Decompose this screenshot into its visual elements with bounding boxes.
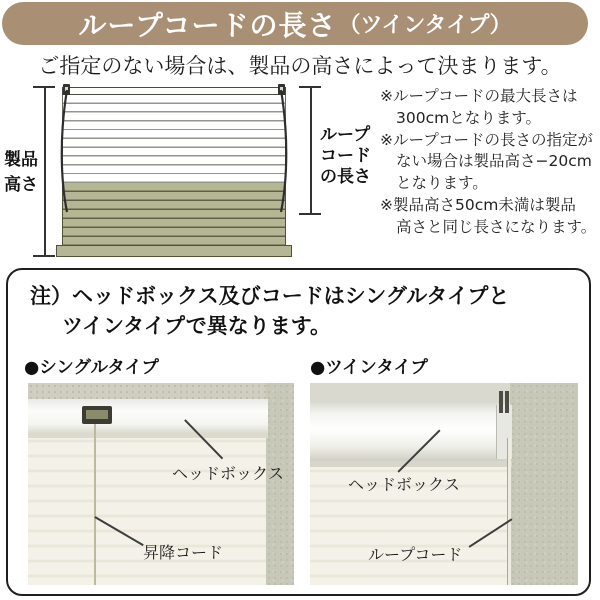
dim-tick (299, 213, 321, 215)
headbox (28, 399, 268, 433)
headbox (310, 403, 512, 461)
dim-tick (33, 86, 55, 88)
cord-lock (82, 406, 112, 424)
notes (380, 86, 598, 239)
wall-texture (510, 383, 578, 585)
dim-line-product-height (44, 86, 46, 256)
wall-texture (28, 383, 294, 399)
dim-tick (33, 255, 55, 257)
loop-cord-label: ループコード (368, 545, 463, 564)
loop-cord (507, 438, 511, 585)
note-under-50cm: ※製品高さ50cm未満は製品 高さと同じ長さになります。 (380, 195, 597, 236)
headbox-label: ヘッドボックス (348, 475, 460, 494)
note-box-heading: 注）ヘッドボックス及びコードはシングルタイプと ツインタイプで異なります。 (30, 284, 510, 338)
note-box (6, 268, 591, 596)
single-type-photo (28, 383, 294, 585)
dim-tick (299, 86, 321, 88)
page-title-variant: （ツインタイプ） (338, 13, 512, 38)
page-title: ループコードの長さ (78, 8, 337, 42)
title-bar (2, 2, 588, 45)
loop-cord-length-label: ループ コード の長さ (320, 125, 371, 187)
note-default-length: ※ループコードの長さの指定が ない場合は製品高さ−20cm となります。 (380, 130, 593, 193)
pointer-line-cord (95, 516, 144, 546)
product-height-label: 製品 高さ (4, 150, 38, 195)
single-type-title: ●シングルタイプ (24, 358, 159, 378)
lift-cord-label: 昇降コード (143, 543, 224, 562)
endcap-slot (505, 391, 509, 413)
headbox-shadow (310, 461, 512, 467)
headbox-label: ヘッドボックス (172, 464, 284, 483)
twin-type-photo (310, 383, 578, 585)
twin-type-title: ●ツインタイプ (310, 358, 428, 378)
note-max-length: ※ループコードの最大長さは 300cmとなります。 (380, 87, 578, 127)
blind-diagram (0, 82, 380, 262)
headbox-shadow (28, 433, 268, 438)
lift-cord (94, 424, 96, 585)
dim-line-loop-cord (310, 86, 312, 214)
wall-texture (266, 383, 294, 585)
pointer-line-cord (469, 518, 513, 547)
subtitle: ご指定のない場合は、製品の高さによって決まります。 (38, 54, 562, 78)
endcap-slot (499, 391, 503, 413)
